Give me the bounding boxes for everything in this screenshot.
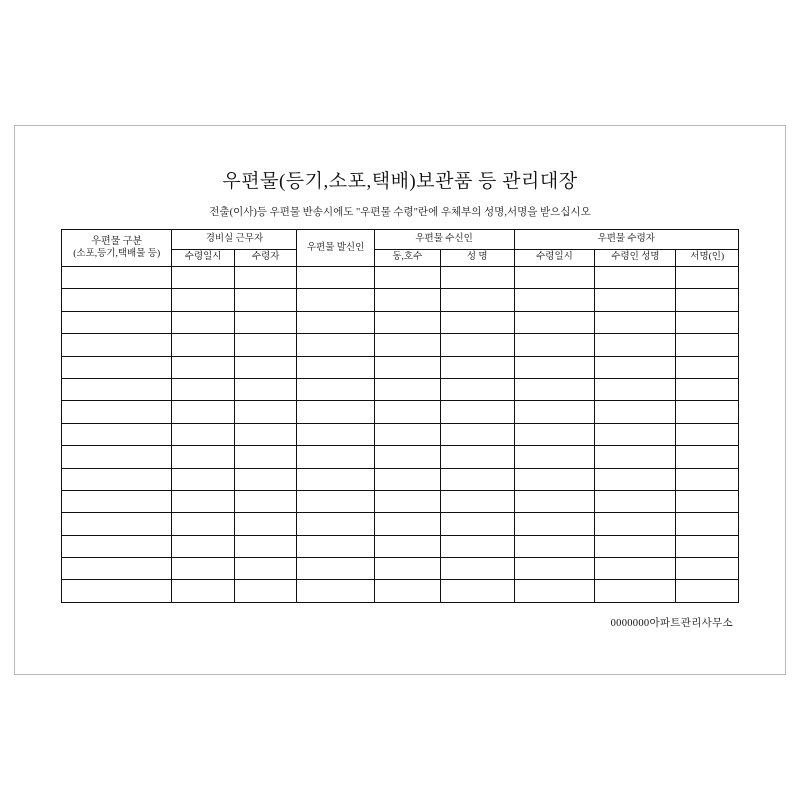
table-cell[interactable] [297,401,374,423]
table-row[interactable] [62,311,739,333]
header-recipient-unit: 동,호수 [374,249,440,266]
table-row[interactable] [62,468,739,490]
table-cell[interactable] [172,490,235,512]
table-cell[interactable] [297,535,374,557]
table-cell[interactable] [514,334,595,356]
table-cell[interactable] [514,490,595,512]
table-cell[interactable] [234,311,297,333]
office-footer: 0000000아파트관리사무소 [610,617,733,629]
table-cell[interactable] [234,558,297,580]
table-cell[interactable] [374,401,440,423]
table-row[interactable] [62,334,739,356]
table-cell[interactable] [62,446,172,468]
table-body [62,267,739,603]
header-receiver-name: 수령인 성명 [595,249,676,266]
table-cell[interactable] [514,513,595,535]
table-cell[interactable] [172,468,235,490]
table-cell[interactable] [676,311,739,333]
table-cell[interactable] [234,580,297,602]
table-cell[interactable] [440,446,514,468]
table-cell[interactable] [676,490,739,512]
table-cell[interactable] [676,267,739,289]
table-cell[interactable] [297,468,374,490]
table-cell[interactable] [172,401,235,423]
table-cell[interactable] [297,267,374,289]
table-cell[interactable] [676,378,739,400]
table-cell[interactable] [62,378,172,400]
table-cell[interactable] [440,289,514,311]
table-cell[interactable] [440,311,514,333]
table-cell[interactable] [172,535,235,557]
table-cell[interactable] [234,535,297,557]
table-cell[interactable] [172,423,235,445]
table-cell[interactable] [234,401,297,423]
table-row[interactable] [62,289,739,311]
table-cell[interactable] [62,580,172,602]
table-cell[interactable] [440,423,514,445]
table-cell[interactable] [440,490,514,512]
table-cell[interactable] [595,267,676,289]
table-cell[interactable] [374,580,440,602]
table-header-row-top [62,230,739,250]
table-cell[interactable] [62,311,172,333]
header-classification [62,230,172,267]
table-cell[interactable] [676,468,739,490]
table-cell[interactable] [514,289,595,311]
table-cell[interactable] [374,356,440,378]
table-cell[interactable] [676,558,739,580]
table-cell[interactable] [297,356,374,378]
table-cell[interactable] [62,558,172,580]
header-recipient-name: 성 명 [440,249,514,266]
header-receiver-signature: 서명(인) [676,249,739,266]
table-cell[interactable] [234,490,297,512]
table-cell[interactable] [440,468,514,490]
table-cell[interactable] [374,311,440,333]
table-row[interactable] [62,558,739,580]
document-content [15,126,785,674]
table-cell[interactable] [172,558,235,580]
table-cell[interactable] [297,289,374,311]
table-row[interactable] [62,580,739,602]
table-cell[interactable] [234,356,297,378]
table-cell[interactable] [676,289,739,311]
table-cell[interactable] [514,535,595,557]
table-cell[interactable] [172,267,235,289]
table-row[interactable] [62,378,739,400]
table-cell[interactable] [234,267,297,289]
header-sender: 우편물 발신인 [297,230,374,267]
table-cell[interactable] [374,513,440,535]
table-row[interactable] [62,513,739,535]
header-classification-line1: 우편물 구분 [91,235,143,247]
table-row[interactable] [62,401,739,423]
table-cell[interactable] [62,356,172,378]
table-cell[interactable] [374,535,440,557]
table-cell[interactable] [234,446,297,468]
table-cell[interactable] [297,378,374,400]
table-cell[interactable] [374,446,440,468]
table-cell[interactable] [676,423,739,445]
table-cell[interactable] [595,490,676,512]
table-cell[interactable] [172,289,235,311]
document-page [14,125,786,675]
table-cell[interactable] [297,311,374,333]
table-cell[interactable] [440,401,514,423]
table-cell[interactable] [676,356,739,378]
table-cell[interactable] [514,267,595,289]
table-cell[interactable] [595,311,676,333]
table-cell[interactable] [62,289,172,311]
table-cell[interactable] [172,311,235,333]
page-subtitle: 전출(이사)등 우편물 반송시에도 "우편물 수령"란에 우체부의 성명,서명을 받으십시오 [209,207,591,218]
table-cell[interactable] [595,401,676,423]
header-guard-receive-datetime: 수령일시 [172,249,235,266]
table-cell[interactable] [440,334,514,356]
header-receiver-datetime: 수령일시 [514,249,595,266]
table-cell[interactable] [514,446,595,468]
table-cell[interactable] [62,267,172,289]
table-cell[interactable] [234,423,297,445]
table-cell[interactable] [234,378,297,400]
table-cell[interactable] [440,558,514,580]
table-cell[interactable] [374,423,440,445]
table-cell[interactable] [234,513,297,535]
table-row[interactable] [62,490,739,512]
table-cell[interactable] [297,423,374,445]
table-cell[interactable] [514,468,595,490]
table-cell[interactable] [234,289,297,311]
table-cell[interactable] [62,334,172,356]
table-cell[interactable] [595,423,676,445]
table-cell[interactable] [514,580,595,602]
table-row[interactable] [62,267,739,289]
table-cell[interactable] [440,267,514,289]
table-cell[interactable] [676,535,739,557]
table-cell[interactable] [234,468,297,490]
table-cell[interactable] [172,580,235,602]
table-cell[interactable] [676,446,739,468]
page-title: 우편물(등기,소포,택배)보관품 등 관리대장 [222,171,578,192]
table-cell[interactable] [514,558,595,580]
table-cell[interactable] [374,490,440,512]
table-cell[interactable] [595,378,676,400]
mail-ledger-table [61,229,739,603]
table-cell[interactable] [297,334,374,356]
table-cell[interactable] [514,311,595,333]
table-cell[interactable] [172,334,235,356]
table-row[interactable] [62,356,739,378]
table-cell[interactable] [62,490,172,512]
table-cell[interactable] [595,580,676,602]
table-cell[interactable] [440,378,514,400]
table-cell[interactable] [62,468,172,490]
table-cell[interactable] [514,378,595,400]
table-cell[interactable] [676,513,739,535]
table-cell[interactable] [440,580,514,602]
table-cell[interactable] [595,334,676,356]
table-row[interactable] [62,423,739,445]
table-cell[interactable] [62,535,172,557]
table-cell[interactable] [172,513,235,535]
table-cell[interactable] [440,356,514,378]
table-cell[interactable] [374,558,440,580]
table-cell[interactable] [676,401,739,423]
table-cell[interactable] [514,401,595,423]
table-cell[interactable] [374,267,440,289]
table-cell[interactable] [374,378,440,400]
table-cell[interactable] [62,423,172,445]
table-header [62,230,739,267]
table-row[interactable] [62,535,739,557]
table-cell[interactable] [595,356,676,378]
table-cell[interactable] [595,513,676,535]
table-cell[interactable] [62,401,172,423]
table-cell[interactable] [374,468,440,490]
table-cell[interactable] [374,334,440,356]
header-receiver-group: 우편물 수령자 [514,230,739,250]
table-cell[interactable] [172,446,235,468]
table-cell[interactable] [595,558,676,580]
table-cell[interactable] [172,356,235,378]
table-row[interactable] [62,446,739,468]
table-cell[interactable] [374,289,440,311]
table-cell[interactable] [514,423,595,445]
table-cell[interactable] [297,513,374,535]
table-cell[interactable] [676,580,739,602]
header-guard-receiver: 수령자 [234,249,297,266]
header-guard-staff: 경비실 근무자 [172,230,297,250]
table-cell[interactable] [297,580,374,602]
table-cell[interactable] [297,558,374,580]
table-cell[interactable] [595,535,676,557]
table-cell[interactable] [172,378,235,400]
table-cell[interactable] [514,356,595,378]
table-cell[interactable] [595,446,676,468]
table-cell[interactable] [440,513,514,535]
header-classification-line2: (소포,등기,택배물 등) [73,249,161,260]
table-cell[interactable] [595,289,676,311]
table-cell[interactable] [62,513,172,535]
header-recipient-group: 우편물 수신인 [374,230,514,250]
table-cell[interactable] [440,535,514,557]
table-cell[interactable] [595,468,676,490]
table-cell[interactable] [297,446,374,468]
table-cell[interactable] [234,334,297,356]
table-cell[interactable] [297,490,374,512]
table-cell[interactable] [676,334,739,356]
